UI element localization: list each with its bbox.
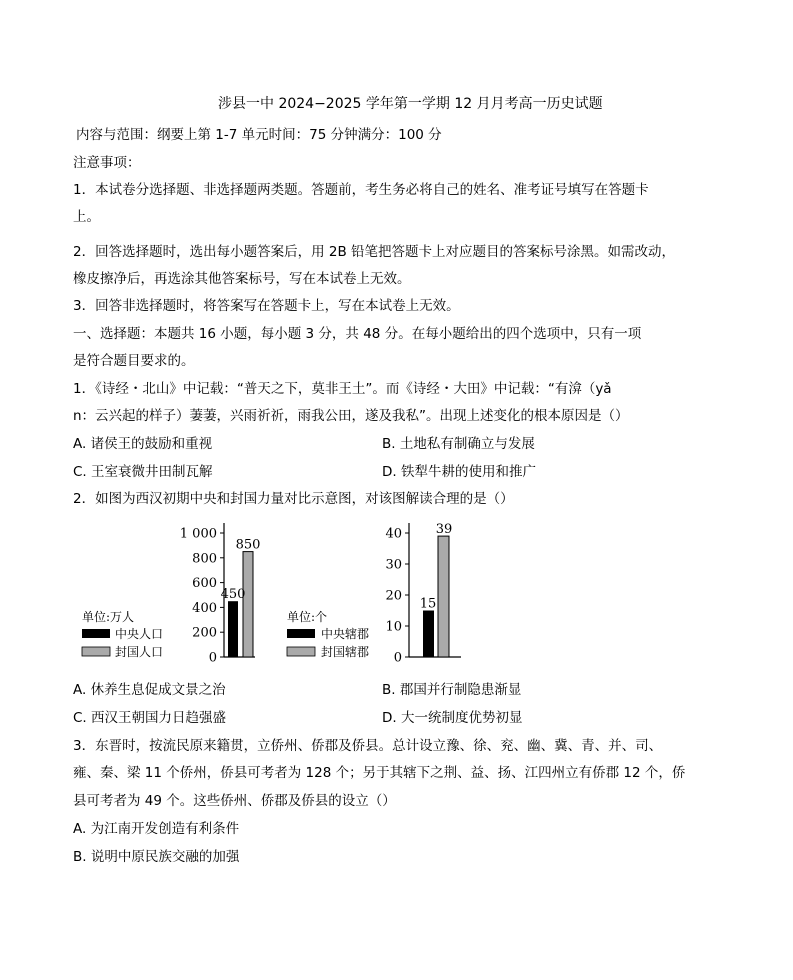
legend-fief-commandery: 封国辖郡 <box>321 645 370 659</box>
q1-option-a: A. 诸侯王的鼓励和重视 <box>73 436 213 452</box>
notice-1: 1．本试卷分选择题、非选择题两类题。答题前，考生务必将自己的姓名、准考证号填写在答题卡 <box>73 182 649 198</box>
q3-option-a: A. 为江南开发创造有利条件 <box>73 821 240 837</box>
notice-2-cont: 橡皮擦净后，再选涂其他答案标号，写在本试卷上无效。 <box>73 271 411 287</box>
fief-commandery-label: 39 <box>435 522 453 538</box>
q1-option-c: C. 王室衰微井田制瓦解 <box>73 464 213 480</box>
y-tick-label: 20 <box>385 588 402 604</box>
q1-stem-1: 1．《诗经・北山》中记载：“普天之下，莫非王土”。而《诗经・大田》中记载：“有渰（yǎ <box>73 381 612 397</box>
population-unit: 单位:万人 <box>82 610 135 624</box>
legend-swatch-central-population <box>82 629 110 638</box>
central-commandery-label: 15 <box>419 596 437 612</box>
q2-option-a: A. 休养生息促成文景之治 <box>73 682 226 698</box>
legend-swatch-central-commandery <box>287 629 315 638</box>
y-tick-label: 400 <box>192 600 217 616</box>
q3-stem-3: 县可考者为 49 个。这些侨州、侨郡及侨县的设立（） <box>73 793 396 809</box>
legend-swatch-fief-population <box>82 647 110 656</box>
y-tick-label: 0 <box>208 650 217 666</box>
q3-option-b: B. 说明中原民族交融的加强 <box>73 849 240 865</box>
y-tick-label: 40 <box>385 526 402 542</box>
population-chart <box>70 515 270 670</box>
page-title: 涉县一中 2024−2025 学年第一学期 12 月月考高一历史试题 <box>218 96 603 112</box>
q2-stem: 2．如图为西汉初期中央和封国力量对比示意图，对该图解读合理的是（） <box>73 491 514 507</box>
commandery-chart <box>283 515 473 670</box>
y-tick-label: 800 <box>192 551 217 567</box>
fief-population-bar <box>243 552 253 657</box>
section-heading: 一、选择题：本题共 16 小题，每小题 3 分，共 48 分。在每小题给出的四个选项中，只有一项 <box>73 326 642 342</box>
q1-option-b: B. 土地私有制确立与发展 <box>382 436 535 452</box>
notice-2: 2．回答选择题时，选出每小题答案后，用 2B 铅笔把答题卡上对应题目的答案标号涂黑。如需改动， <box>73 244 676 260</box>
fief-population-label: 850 <box>235 537 261 553</box>
y-tick-label: 30 <box>385 557 402 573</box>
fief-commandery-bar <box>438 536 449 657</box>
y-tick-label: 600 <box>192 576 217 592</box>
q1-stem-2: n：云兴起的样子）萋萋，兴雨祈祈，雨我公田，遂及我私”。出现上述变化的根本原因是（） <box>73 408 629 424</box>
central-population-label: 450 <box>220 587 246 603</box>
q1-option-d: D. 铁犁牛耕的使用和推广 <box>382 464 536 480</box>
legend-central-commandery: 中央辖郡 <box>321 627 370 641</box>
scope-line: 内容与范围：纲要上第 1-7 单元时间：75 分钟满分：100 分 <box>76 127 442 143</box>
q3-stem-1: 3．东晋时，按流民原来籍贯，立侨州、侨郡及侨县。总计设立豫、徐、兖、幽、冀、青、并、司、 <box>73 738 663 754</box>
q2-option-c: C. 西汉王朝国力日趋强盛 <box>73 710 227 726</box>
y-tick-label: 10 <box>385 619 402 635</box>
q2-option-b: B. 郡国并行制隐患渐显 <box>382 682 522 698</box>
notice-1-cont: 上。 <box>73 209 100 225</box>
central-population-bar <box>228 601 238 657</box>
q3-stem-2: 雍、秦、梁 11 个侨州，侨县可考者为 128 个；另于其辖下之荆、益、扬、江四州立有侨郡 12 个，侨 <box>73 765 686 781</box>
notice-heading: 注意事项： <box>73 155 141 171</box>
q2-option-d: D. 大一统制度优势初显 <box>382 710 523 726</box>
central-commandery-bar <box>423 611 434 658</box>
y-tick-label: 0 <box>393 650 402 666</box>
notice-3: 3．回答非选择题时，将答案写在答题卡上，写在本试卷上无效。 <box>73 298 460 314</box>
legend-swatch-fief-commandery <box>287 647 315 656</box>
legend-central-population: 中央人口 <box>115 627 164 641</box>
legend-fief-population: 封国人口 <box>115 645 164 659</box>
commandery-unit: 单位:个 <box>287 610 328 624</box>
y-tick-label: 1 000 <box>179 526 217 542</box>
section-heading-cont: 是符合题目要求的。 <box>73 353 195 369</box>
y-tick-label: 200 <box>192 625 217 641</box>
